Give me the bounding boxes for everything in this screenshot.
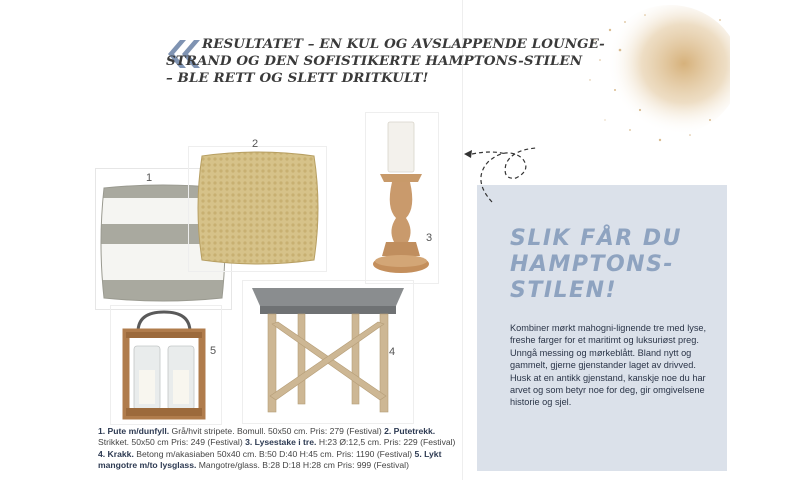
tips-title-line-2: HAMPTONS- [510,252,675,277]
caption-2-title: 2. Putetrekk. [384,426,436,436]
concrete-stool-image [246,284,410,420]
caption-2-text: Strikket. 50x50 cm Pris: 249 (Festival) [98,437,246,448]
wooden-lantern-image [116,308,212,420]
caption-3-text: H:23 Ø:12,5 cm. Pris: 229 (Festival) [316,437,456,448]
caption-5-text: Mangotre/glass. B:28 D:18 H:28 cm Pris: 999 (Festival) [196,460,409,471]
tips-title [510,226,720,304]
product-4-number: 4 [389,346,396,358]
quote-line-3: – BLE RETT OG SLETT DRITKULT! [166,70,429,86]
dashed-arrow-icon [462,140,542,210]
caption-4-title: 4. Krakk. [98,448,134,459]
caption-1-text: Grå/hvit stripete. Bomull. 50x50 cm. Pris: 279 (Festival) [169,426,385,436]
caption-5-title: 5. Lykt mangotre m/to lysglass. [98,448,442,471]
quote-line-2: STRAND OG DEN SOFISTIKERTE HAMPTONS-STILEN [166,53,583,69]
sand-decoration [570,0,730,160]
quote-line-1: RESULTATET – EN KUL OG AVSLAPPENDE LOUNGE- [202,36,605,52]
knitted-cushion-image [194,150,322,266]
tips-body: Kombiner mørkt mahogni-lignende tre med lyse, freshe farger for et maritimt og luksuriøst preg. Unngå messing og mørkeblått. Bland nytt og gammelt, gjerne gjenstander laget av drivved. Husk at en antikk gjenstand, kanskje noe du har arvet og som betyr noe for deg, gir omgivelsene historie og sjel. [510,323,707,408]
pull-quote [166,36,605,87]
product-captions [98,426,458,472]
product-2-number: 2 [252,138,259,150]
product-5-number: 5 [210,345,217,357]
tips-title-line-1: SLIK FÅR DU [510,226,683,251]
product-1-number: 1 [146,172,153,184]
caption-3-title: 3. Lysestake i tre. [245,437,317,448]
caption-1-title: 1. Pute m/dunfyll. [98,426,170,436]
wooden-candlestick-image [368,118,434,278]
product-3-number: 3 [426,232,433,244]
tips-title-line-3: STILEN! [510,278,618,303]
caption-4-text: Betong m/akasiaben 50x40 cm. B:50 D:40 H:45 cm. Pris: 1190 (Festival) [133,448,415,459]
